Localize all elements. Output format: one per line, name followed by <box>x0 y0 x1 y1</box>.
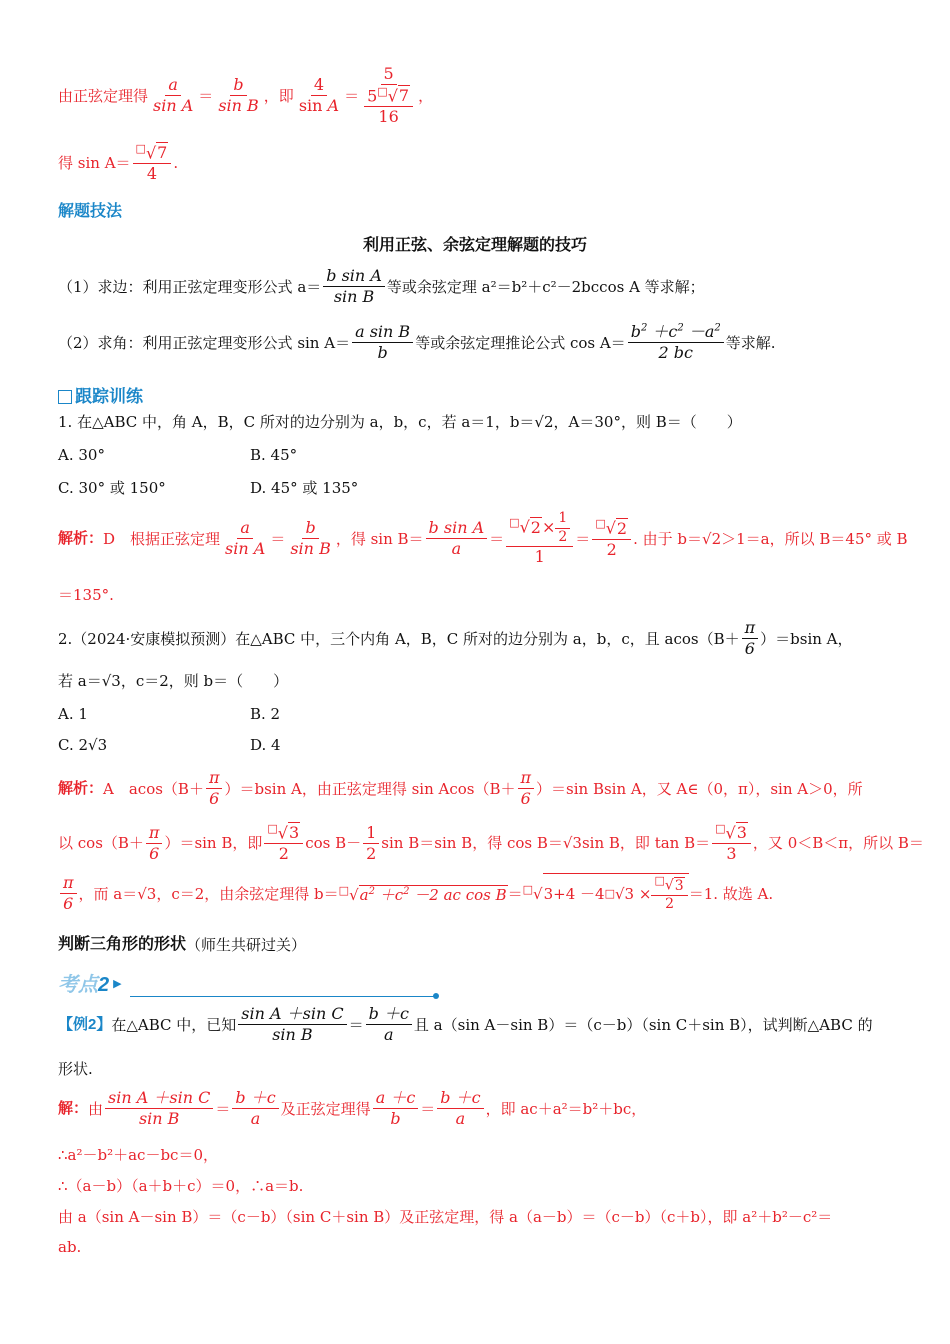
text: ）＝bsin A，由正弦定理得 sin Acos（B＋ <box>224 779 516 798</box>
fraction: $\frac{4}{\text{sin A}}$ <box>298 75 340 116</box>
divider-line <box>130 996 436 997</box>
fraction: $\frac{b}{\text{sin B}}$ <box>218 75 259 116</box>
triangle-icon: ▶ <box>113 978 122 991</box>
kaodian-label: 考点 <box>58 974 98 996</box>
text: ）＝sin B，即 <box>164 834 263 853</box>
text: ， <box>418 86 434 105</box>
top-line-2: 得 sin A＝ $\frac{^□√7}{4}$ . <box>58 142 179 184</box>
solution-line-2: ∴a²－b²＋ac－bc＝0， <box>58 1146 219 1164</box>
text: 等或余弦定理 a²＝b²＋c²－2bccos A 等求解； <box>386 277 705 296</box>
fraction: $\frac{b +c}{a}$ <box>232 1088 278 1129</box>
option-b: B. 45° <box>250 446 298 464</box>
answer-2-line-2 <box>58 822 924 864</box>
fraction: $\frac{^□√2}{2}$ <box>592 517 631 559</box>
question-2-line-2: 若 a＝√3，c＝2，则 b＝（ ） <box>58 672 289 690</box>
fraction: $\frac{\text{b sin A}}{a}$ <box>426 518 488 559</box>
text: cos B－ <box>305 834 362 853</box>
kaodian-number: 2 <box>98 974 110 996</box>
option-a: A. 30° <box>58 446 105 464</box>
fraction: $\frac{b +c}{a}$ <box>366 1004 412 1045</box>
answer-1-end: ＝135°. <box>58 586 114 604</box>
fraction: $\frac{^□√7}{4}$ <box>133 142 172 184</box>
technique-title: 利用正弦、余弦定理解题的技巧 <box>362 237 587 254</box>
fraction: $\frac{b^2 +c^2 -a^2}{2 bc}$ <box>628 322 724 363</box>
fraction: $\frac{\text{sin A ＋sin C}}{\text{sin B}}$ <box>238 1004 346 1045</box>
answer-label: 解析： <box>58 529 104 547</box>
text: 且 a（sin A－sin B）＝（c－b）（sin C＋sin B），试判断△ABC 的 <box>413 1015 873 1034</box>
option-a: A. 1 <box>58 705 88 723</box>
solution-line-3: ∴（a－b）（a＋b＋c）＝0，∴a＝b. <box>58 1177 304 1195</box>
question-1: 1. 在△ABC 中，角 A，B，C 所对的边分别为 a，b，c，若 a＝1，b＝√2，A＝30°，则 B＝（ ） <box>58 413 742 431</box>
fraction: $\frac{\pi}{6}$ <box>518 768 535 809</box>
practice-heading <box>58 387 143 407</box>
fraction: $\frac{a +c}{b}$ <box>373 1088 419 1129</box>
fraction: $\frac{^□√3}{2}$ <box>264 822 303 864</box>
text: 得 sin A＝ <box>58 154 131 173</box>
option-c: C. 30° 或 150° <box>58 479 166 497</box>
option-b: B. 2 <box>250 705 281 723</box>
text: ，得 sin B＝ <box>335 529 424 548</box>
solution-line-4: 由 a（sin A－sin B）＝（c－b）（sin C＋sin B）及正弦定理，得 a（a－b）＝（c－b）（c＋b），即 a²＋b²－c²＝ <box>58 1208 833 1226</box>
question-2 <box>58 618 853 659</box>
solution-label: 解： <box>58 1099 89 1117</box>
fraction: $\frac{\text{a sin B}}{b}$ <box>352 322 413 363</box>
technique-p1 <box>58 266 705 307</box>
technique-label: 解题技法 <box>58 203 123 220</box>
checkbox-icon <box>58 390 72 404</box>
text: ，而 a＝√3，c＝2，由余弦定理得 b＝ <box>78 884 339 903</box>
solution-line-5: ab. <box>58 1238 82 1256</box>
text: . 由于 b＝√2＞1＝a，所以 B＝45° 或 B <box>633 529 908 548</box>
text: 在△ABC 中，已知 <box>111 1015 237 1034</box>
fraction: $\frac{^□√3}{3}$ <box>712 822 751 864</box>
text: D 根据正弦定理 <box>103 529 221 548</box>
text: A acos（B＋ <box>103 779 204 798</box>
fraction: $\frac{a}{\text{sin A}}$ <box>153 75 194 116</box>
solution-line-1: 解： 由 $\frac{\text{sin A ＋sin C}}{\text{sin B}}$ ＝ $\frac{b +c}{a}$ 及正弦定理得 $\frac{a +c}{b}$ ＝ $\frac{b +c}{a}$ ，即 ac＋a²＝b²＋bc， <box>58 1088 647 1128</box>
text: 以 cos（B＋ <box>58 834 144 853</box>
kaodian-badge <box>58 973 122 997</box>
text: （2）求角：利用正弦定理变形公式 sin A＝ <box>58 333 351 352</box>
text: 由正弦定理得 <box>58 86 149 105</box>
text: ）＝bsin A， <box>760 629 853 648</box>
answer-1: 解析： D 根据正弦定理 $\frac{a}{\text{sin A}}$ ＝ $\frac{b}{\text{sin B}}$ ，得 sin B＝ $\frac{\text{b sin A}}{a}$ ＝ □√2× $\frac{1}{2}$ 1 ＝ $\frac{^□√2}{2}$ . 由于 b＝√2＞1＝a，所以 B＝45° 或 B <box>58 510 908 566</box>
fraction: $\frac{5}{\frac{5^□√7}{16}}$ <box>361 64 416 127</box>
fraction: $\frac{a}{\text{sin A}}$ <box>225 518 266 558</box>
fraction: $\frac{\text{b sin A}}{\text{sin B}}$ <box>323 266 385 307</box>
option-d: D. 45° 或 135° <box>250 479 359 497</box>
fraction: $\frac{\text{sin A ＋sin C}}{\text{sin B}}$ <box>105 1088 213 1129</box>
answer-label: 解析： <box>58 779 104 797</box>
text: ，又 0＜B＜π，所以 B＝ <box>752 834 924 853</box>
fraction: $\frac{1}{2}$ <box>363 823 379 864</box>
text: 等求解. <box>725 333 776 352</box>
fraction: $\frac{b +c}{a}$ <box>437 1088 483 1129</box>
text: 跟踪训练 <box>75 387 143 406</box>
divider-dot <box>433 993 439 999</box>
text: ，即 <box>263 86 294 105</box>
example-2: 【例2】 在△ABC 中，已知 $\frac{\text{sin A ＋sin C}}{\text{sin B}}$ ＝ $\frac{b +c}{a}$ 且 a（sin A－sin B）＝（c－b）（sin C＋sin B），试判断△ABC 的 <box>58 1004 873 1044</box>
fraction: $\frac{b}{\text{sin B}}$ <box>290 518 331 558</box>
option-c: C. 2√3 <box>58 736 108 754</box>
section-heading <box>58 935 306 954</box>
option-d: D. 4 <box>250 736 281 754</box>
fraction: $\frac{\pi}{6}$ <box>146 823 163 864</box>
text: （1）求边：利用正弦定理变形公式 a＝ <box>58 277 322 296</box>
text: ）＝sin Bsin A，又 A∈（0，π），sin A＞0，所 <box>536 779 863 798</box>
text: 2.（2024·安康模拟预测）在△ABC 中，三个内角 A，B，C 所对的边分别为 a，b，c，且 acos（B＋ <box>58 629 740 648</box>
fraction: $\frac{\pi}{6}$ <box>206 768 223 809</box>
answer-2-line-3: $\frac{\pi}{6}$ ，而 a＝√3，c＝2，由余弦定理得 b＝ $^□√a^2 +c^2 -2$ ac cos B ＝ □√3+4 －4 □ √3 × $\frac{^□√3}{2}$ ＝1. 故选 A. <box>58 873 773 914</box>
answer-2-line-1 <box>58 768 863 809</box>
fraction: $\frac{\pi}{6}$ <box>742 618 759 659</box>
text: 由 <box>88 1099 104 1118</box>
text: sin B＝sin B，得 cos B＝√3sin B，即 tan B＝ <box>381 834 711 853</box>
heading-text: 判断三角形的形状 <box>58 936 187 953</box>
example-label: 【例2】 <box>58 1015 112 1033</box>
text: ，即 ac＋a²＝b²＋bc， <box>485 1099 647 1118</box>
fraction: □√2× $\frac{1}{2}$ 1 <box>506 510 573 567</box>
text: 及正弦定理得 <box>280 1099 371 1118</box>
heading-note: （师生共研过关） <box>186 935 307 954</box>
top-line-1: 由正弦定理得 $\frac{a}{\text{sin A}}$ ＝ $\frac{b}{\text{sin B}}$ ，即 $\frac{4}{\text{sin A}}$ ＝ $\frac{5}{\frac{5^□√7}{16}}$ ， <box>58 64 434 127</box>
fraction: $\frac{\pi}{6}$ <box>60 873 77 914</box>
radical-expression: □√3+4 －4 □ √3 × $\frac{^□√3}{2}$ <box>523 873 689 914</box>
text: ＝1. 故选 A. <box>688 884 774 903</box>
radical-expression: $^□√a^2 +c^2 -2$ ac cos B <box>338 883 507 904</box>
example-2-line-2: 形状. <box>58 1060 93 1078</box>
technique-p2 <box>58 322 776 363</box>
text: 等或余弦定理推论公式 cos A＝ <box>415 333 626 352</box>
